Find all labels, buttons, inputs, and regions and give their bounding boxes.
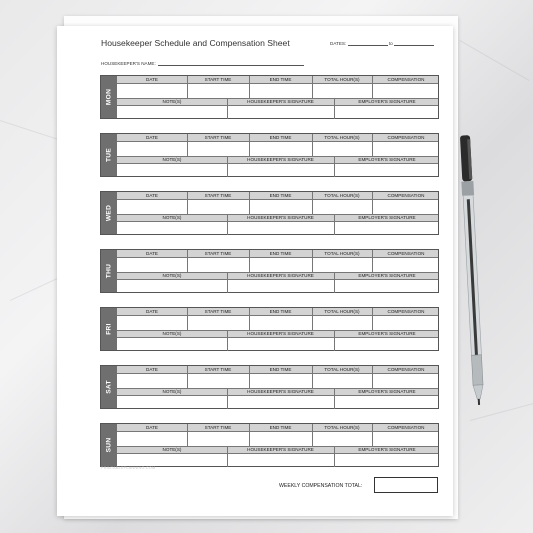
column-header: END TIME (269, 193, 292, 198)
dates-start-blank (348, 41, 388, 46)
row-divider (117, 431, 438, 432)
row-divider (117, 214, 438, 215)
column-divider (187, 424, 188, 446)
column-divider (312, 424, 313, 446)
column-header: EMPLOYER'S SIGNATURE (358, 157, 416, 162)
pen-grip (461, 181, 474, 196)
day-label: FRI (105, 323, 113, 335)
column-divider (227, 272, 228, 293)
column-header: NOTE(S) (162, 157, 182, 162)
weekly-total-box (374, 477, 438, 493)
day-block-fri (100, 307, 439, 351)
day-grid (117, 134, 438, 176)
day-label: SAT (105, 380, 113, 394)
column-divider (227, 98, 228, 119)
row-divider (117, 257, 438, 258)
column-divider (312, 192, 313, 214)
day-label: TUE (105, 147, 113, 163)
column-header: END TIME (269, 135, 292, 140)
day-label: WED (105, 204, 113, 222)
row-divider (117, 199, 438, 200)
day-grid (117, 308, 438, 350)
column-header: END TIME (269, 251, 292, 256)
column-header: TOTAL HOUR(S) (324, 425, 360, 430)
column-divider (227, 330, 228, 351)
column-header: NOTE(S) (162, 447, 182, 452)
column-divider (334, 330, 335, 351)
column-header: TOTAL HOUR(S) (324, 309, 360, 314)
column-header: EMPLOYER'S SIGNATURE (358, 99, 416, 104)
column-divider (312, 134, 313, 156)
dates-to-label: to (388, 41, 393, 46)
day-tab (101, 424, 117, 466)
column-divider (334, 272, 335, 293)
row-divider (117, 156, 438, 157)
column-divider (249, 250, 250, 272)
schedule-sheet (57, 26, 453, 516)
housekeeper-name-field (101, 61, 304, 66)
day-grid (117, 76, 438, 118)
column-divider (187, 192, 188, 214)
column-header: DATE (146, 309, 158, 314)
column-header: EMPLOYER'S SIGNATURE (358, 447, 416, 452)
column-divider (334, 214, 335, 235)
weekly-total-label: WEEKLY COMPENSATION TOTAL: (279, 483, 363, 489)
column-header: START TIME (204, 309, 232, 314)
column-divider (312, 76, 313, 98)
watermark: PRINTABLEPLANNING.COM (101, 466, 156, 470)
day-tab (101, 192, 117, 234)
column-divider (334, 446, 335, 467)
day-block-wed (100, 191, 439, 235)
column-header: DATE (146, 251, 158, 256)
day-tab (101, 250, 117, 292)
column-header: DATE (146, 77, 158, 82)
column-divider (372, 76, 373, 98)
column-divider (187, 366, 188, 388)
day-block-sun (100, 423, 439, 467)
column-header: HOUSEKEEPER'S SIGNATURE (247, 99, 314, 104)
column-header: START TIME (204, 425, 232, 430)
column-header: COMPENSATION (387, 425, 425, 430)
day-grid (117, 192, 438, 234)
row-divider (117, 330, 438, 331)
column-header: COMPENSATION (387, 309, 425, 314)
column-header: END TIME (269, 309, 292, 314)
day-block-thu (100, 249, 439, 293)
pen-grip-lower (471, 355, 483, 385)
row-divider (117, 105, 438, 106)
column-divider (227, 214, 228, 235)
day-tab (101, 134, 117, 176)
row-divider (117, 373, 438, 374)
row-divider (117, 446, 438, 447)
column-header: TOTAL HOUR(S) (324, 251, 360, 256)
column-divider (249, 366, 250, 388)
column-header: EMPLOYER'S SIGNATURE (358, 389, 416, 394)
column-header: TOTAL HOUR(S) (324, 135, 360, 140)
column-header: START TIME (204, 251, 232, 256)
column-divider (249, 192, 250, 214)
column-divider (249, 424, 250, 446)
column-header: EMPLOYER'S SIGNATURE (358, 215, 416, 220)
column-header: NOTE(S) (162, 389, 182, 394)
day-block-tue (100, 133, 439, 177)
column-divider (372, 308, 373, 330)
day-tab (101, 366, 117, 408)
column-divider (227, 156, 228, 177)
row-divider (117, 98, 438, 99)
column-header: START TIME (204, 193, 232, 198)
row-divider (117, 337, 438, 338)
column-divider (312, 366, 313, 388)
column-divider (187, 134, 188, 156)
row-divider (117, 141, 438, 142)
column-header: TOTAL HOUR(S) (324, 193, 360, 198)
column-header: NOTE(S) (162, 99, 182, 104)
housekeeper-name-blank (158, 61, 304, 66)
column-header: HOUSEKEEPER'S SIGNATURE (247, 331, 314, 336)
column-header: END TIME (269, 425, 292, 430)
column-divider (249, 134, 250, 156)
sheet-title: Housekeeper Schedule and Compensation Sheet (101, 38, 290, 48)
column-header: DATE (146, 367, 158, 372)
column-header: DATE (146, 193, 158, 198)
column-divider (249, 76, 250, 98)
day-grid (117, 366, 438, 408)
column-divider (334, 156, 335, 177)
column-header: TOTAL HOUR(S) (324, 367, 360, 372)
day-tab (101, 76, 117, 118)
column-header: START TIME (204, 367, 232, 372)
day-grid (117, 424, 438, 466)
row-divider (117, 83, 438, 84)
column-header: COMPENSATION (387, 77, 425, 82)
day-tab (101, 308, 117, 350)
column-header: END TIME (269, 367, 292, 372)
column-divider (312, 250, 313, 272)
day-label: SUN (105, 437, 113, 453)
column-header: START TIME (204, 77, 232, 82)
column-divider (372, 366, 373, 388)
row-divider (117, 453, 438, 454)
row-divider (117, 272, 438, 273)
column-header: COMPENSATION (387, 367, 425, 372)
column-divider (312, 308, 313, 330)
day-label: THU (105, 263, 113, 279)
column-header: COMPENSATION (387, 251, 425, 256)
column-header: EMPLOYER'S SIGNATURE (358, 331, 416, 336)
row-divider (117, 279, 438, 280)
column-divider (227, 388, 228, 409)
column-header: START TIME (204, 135, 232, 140)
column-divider (187, 250, 188, 272)
column-divider (187, 76, 188, 98)
column-header: EMPLOYER'S SIGNATURE (358, 273, 416, 278)
pen-tip (478, 399, 480, 405)
column-divider (372, 134, 373, 156)
column-header: HOUSEKEEPER'S SIGNATURE (247, 447, 314, 452)
column-divider (187, 308, 188, 330)
day-grid (117, 250, 438, 292)
row-divider (117, 221, 438, 222)
column-header: COMPENSATION (387, 135, 425, 140)
column-header: DATE (146, 425, 158, 430)
column-header: HOUSEKEEPER'S SIGNATURE (247, 273, 314, 278)
pen-tip-cone (473, 385, 484, 400)
column-header: NOTE(S) (162, 331, 182, 336)
column-divider (334, 98, 335, 119)
dates-label: DATES: (330, 41, 347, 46)
column-header: TOTAL HOUR(S) (324, 77, 360, 82)
day-label: MON (105, 88, 113, 106)
column-header: HOUSEKEEPER'S SIGNATURE (247, 215, 314, 220)
column-divider (372, 424, 373, 446)
day-block-sat (100, 365, 439, 409)
column-divider (249, 308, 250, 330)
column-header: DATE (146, 135, 158, 140)
day-block-mon (100, 75, 439, 119)
row-divider (117, 395, 438, 396)
row-divider (117, 315, 438, 316)
column-header: HOUSEKEEPER'S SIGNATURE (247, 389, 314, 394)
column-header: HOUSEKEEPER'S SIGNATURE (247, 157, 314, 162)
dates-field (330, 41, 434, 46)
column-header: NOTE(S) (162, 273, 182, 278)
pen (455, 133, 495, 408)
column-divider (372, 250, 373, 272)
column-header: END TIME (269, 77, 292, 82)
housekeeper-name-label: HOUSEKEEPER'S NAME: (101, 61, 156, 66)
column-divider (372, 192, 373, 214)
dates-end-blank (394, 41, 434, 46)
column-divider (334, 388, 335, 409)
column-header: NOTE(S) (162, 215, 182, 220)
row-divider (117, 163, 438, 164)
column-header: COMPENSATION (387, 193, 425, 198)
row-divider (117, 388, 438, 389)
column-divider (227, 446, 228, 467)
